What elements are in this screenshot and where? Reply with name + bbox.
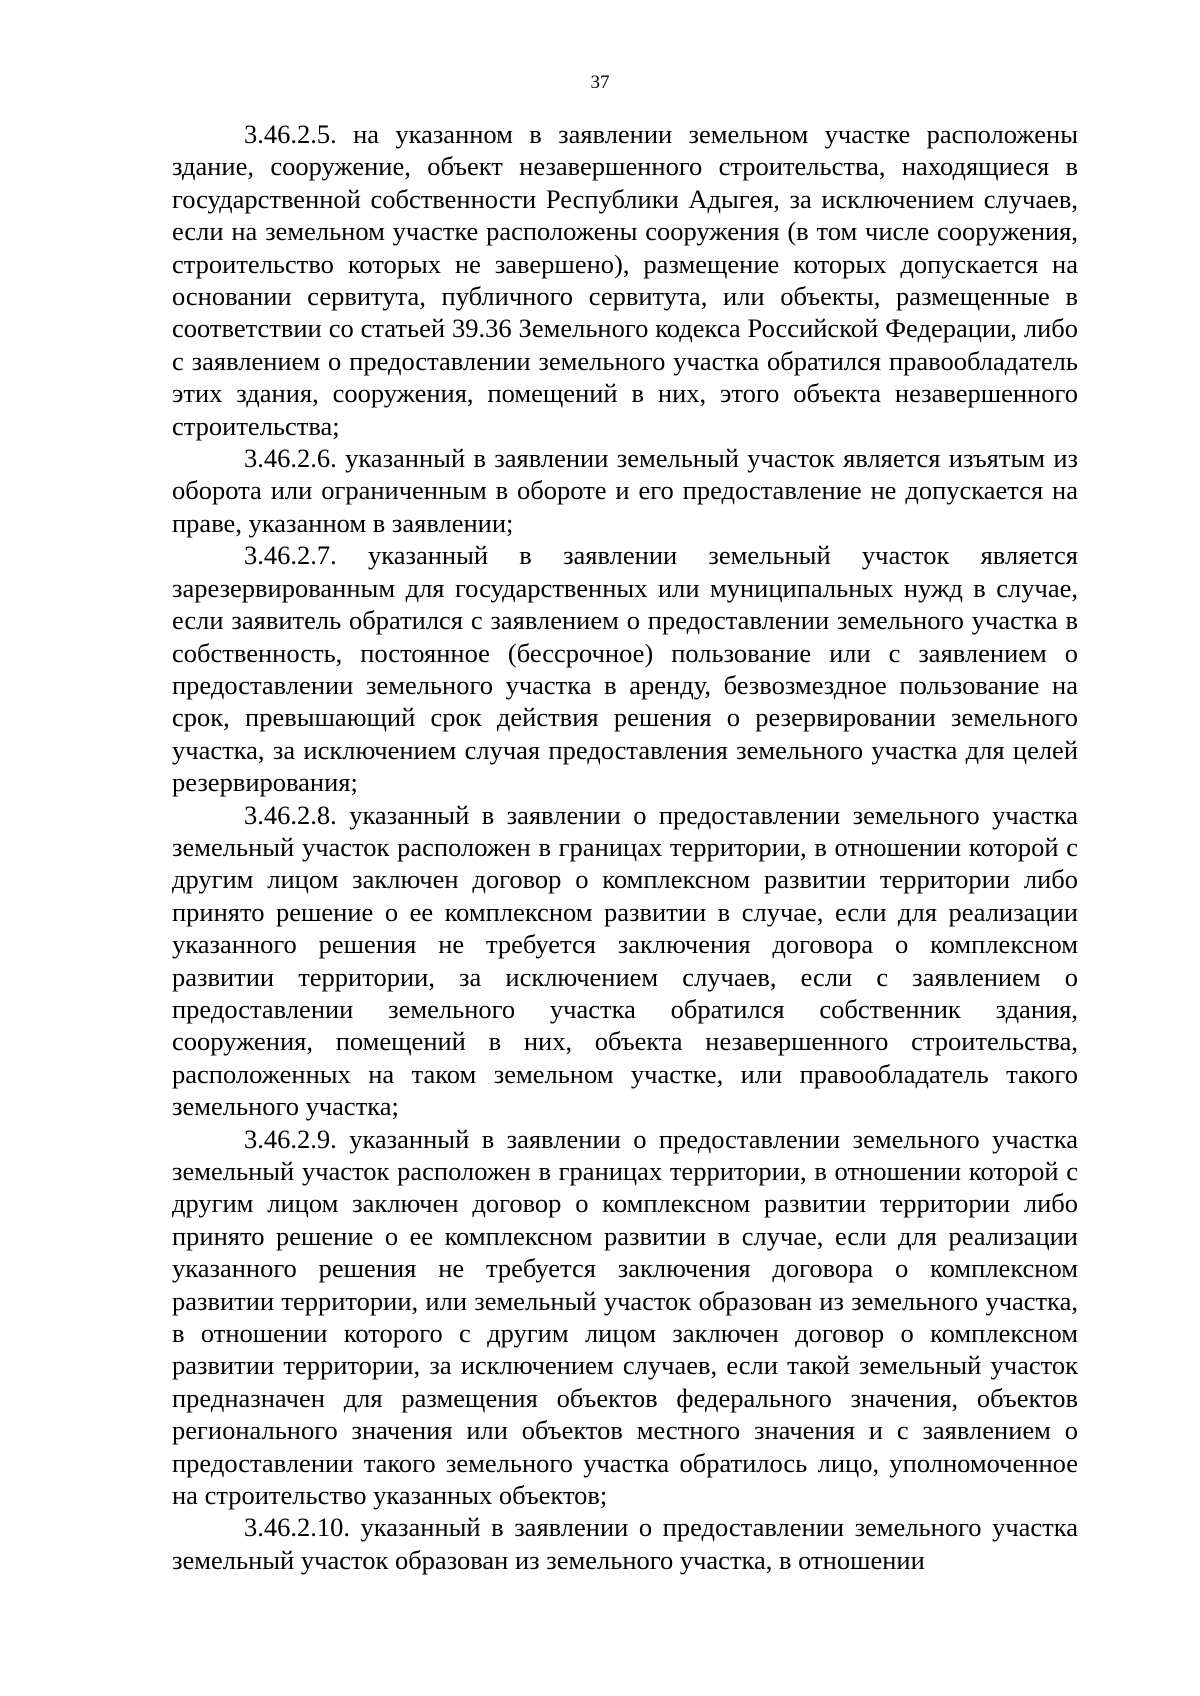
paragraph-3-46-2-5 [172, 118, 1078, 442]
paragraph-text: указанный в заявлении о предоставлении земельного участка земельный участок расположен в границах территории, в отношении которой с другим лицом заключен договор о комплексном развитии территории либо принято решение о ее комплексном развитии в случае, если для реализации указанного решения не требуется заключения договора о комплексном развитии территории, за исключением случаев, если с заявлением о предоставлении земельного участка обратился собственник здания, сооружения, помещений в них, объекта незавершенного строительства, расположенных на таком земельном участке, или правообладатель такого земельного участка; [172, 799, 1078, 1122]
paragraph-text: указанный в заявлении о предоставлении земельного участка земельный участок расположен в границах территории, в отношении которой с другим лицом заключен договор о комплексном развитии территории либо принято решение о ее комплексном развитии в случае, если для реализации указанного решения не требуется заключения договора о комплексном развитии территории, или земельный участок образован из земельного участка, в отношении которого с другим лицом заключен договор о комплексном развитии территории, за исключением случаев, если такой земельный участок предназначен для размещения объектов федерального значения, объектов регионального значения или объектов местного значения и с заявлением о предоставлении такого земельного участка обратилось лицо, уполномоченное на строительство указанных объектов; [172, 1123, 1078, 1511]
paragraph-number: 3.46.2.5. [244, 119, 337, 149]
paragraph-3-46-2-6 [172, 442, 1078, 539]
paragraph-3-46-2-8 [172, 799, 1078, 1123]
paragraph-3-46-2-9 [172, 1123, 1078, 1512]
paragraph-3-46-2-10 [172, 1511, 1078, 1576]
paragraph-number: 3.46.2.9. [244, 1123, 337, 1154]
document-body [172, 118, 1078, 1576]
paragraph-text: на указанном в заявлении земельном участке расположены здание, сооружение, объект незавершенного строительства, находящиеся в государственной собственности Республики Адыгея, за исключением случаев, если на земельном участке расположены сооружения (в том числе сооружения, строительство которых не завершено), размещение которых допускается на основании сервитута, публичного сервитута, или объекты, размещенные в соответствии со статьей 39.36 Земельного кодекса Российской Федерации, либо с заявлением о предоставлении земельного участка обратился правообладатель этих здания, сооружения, помещений в них, этого объекта незавершенного строительства; [172, 119, 1079, 441]
paragraph-number: 3.46.2.10. [244, 1512, 350, 1543]
paragraph-text: указанный в заявлении земельный участок является зарезервированным для государственных или муниципальных нужд в случае, если заявитель обратился с заявлением о предоставлении земельного участка в собственность, постоянное (бессрочное) пользование или с заявлением о предоставлении земельного участка в аренду, безвозмездное пользование на срок, превышающий срок действия решения о резервировании земельного участка, за исключением случая предоставления земельного участка для целей резервирования; [172, 540, 1078, 798]
paragraph-text: указанный в заявлении о предоставлении земельного участка земельный участок образован из земельного участка, в отношении [172, 1512, 1078, 1575]
paragraph-number: 3.46.2.8. [244, 799, 337, 830]
paragraph-3-46-2-7 [172, 539, 1078, 798]
paragraph-number: 3.46.2.7. [244, 540, 337, 571]
paragraph-text: указанный в заявлении земельный участок является изъятым из оборота или ограниченным в обороте и его предоставление не допускается на праве, указанном в заявлении; [172, 443, 1078, 538]
paragraph-number: 3.46.2.6. [244, 443, 337, 474]
page-number: 37 [590, 72, 610, 93]
